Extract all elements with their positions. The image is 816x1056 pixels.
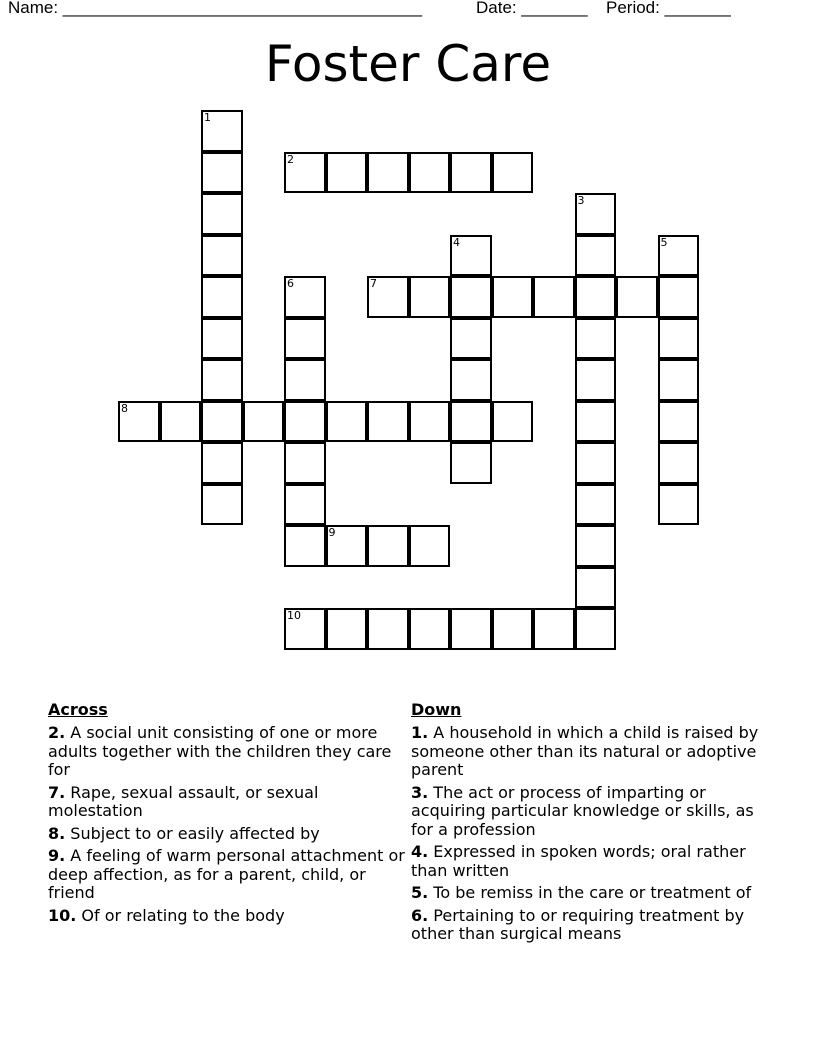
clue-number: 10 — [287, 609, 301, 622]
grid-cell[interactable] — [658, 484, 700, 526]
clue-number: 5 — [660, 235, 668, 249]
grid-cell[interactable] — [367, 608, 409, 650]
grid-cell[interactable] — [201, 442, 243, 484]
grid-cell[interactable] — [575, 318, 617, 360]
grid-cell[interactable] — [450, 276, 492, 318]
clue-number-label: 6. — [411, 905, 429, 925]
period-field[interactable]: Period: _______ — [606, 0, 731, 17]
down-clue — [411, 784, 771, 840]
clue-text: To be remiss in the care or treatment of — [428, 883, 752, 902]
grid-cell[interactable] — [284, 276, 326, 318]
grid-cell[interactable] — [575, 235, 617, 277]
clue-text: Expressed in spoken words; oral rather than written — [411, 842, 746, 880]
page-title: Foster Care — [264, 35, 552, 93]
clue-number: 6 — [287, 277, 294, 290]
down-clue — [411, 907, 771, 944]
grid-cell[interactable] — [201, 401, 243, 443]
grid-cell[interactable] — [450, 401, 492, 443]
grid-cell[interactable] — [575, 359, 617, 401]
grid-cell[interactable] — [575, 484, 617, 526]
grid-cell[interactable] — [409, 608, 451, 650]
grid-cell[interactable] — [409, 525, 451, 567]
clue-number: 9 — [328, 526, 336, 539]
clue-number-label: 8. — [48, 823, 66, 843]
across-clue — [48, 847, 408, 903]
grid-cell[interactable] — [201, 152, 243, 194]
grid-cell[interactable] — [201, 110, 243, 152]
grid-cell[interactable] — [201, 318, 243, 360]
clue-number: 7 — [370, 277, 377, 290]
clue-number-label: 1. — [411, 723, 429, 742]
grid-cell[interactable] — [284, 608, 326, 650]
grid-cell[interactable] — [616, 276, 658, 318]
grid-cell[interactable] — [658, 401, 700, 443]
down-clue — [411, 884, 771, 903]
across-heading: Across — [48, 700, 108, 719]
grid-cell[interactable] — [367, 401, 409, 443]
clue-text: Of or relating to the body — [76, 905, 285, 925]
grid-cell[interactable] — [367, 525, 409, 567]
grid-cell[interactable] — [450, 235, 492, 277]
grid-cell[interactable] — [367, 276, 409, 318]
clue-number-label: 4. — [411, 842, 429, 861]
down-clues — [411, 700, 771, 948]
grid-cell[interactable] — [326, 525, 368, 567]
clue-number-label: 2. — [48, 723, 66, 742]
clue-number: 4 — [453, 235, 460, 249]
across-clue — [48, 825, 408, 844]
grid-cell[interactable] — [284, 359, 326, 401]
grid-cell[interactable] — [575, 608, 617, 650]
grid-cell[interactable] — [575, 567, 617, 609]
grid-cell[interactable] — [450, 608, 492, 650]
date-field[interactable]: Date: _______ — [476, 0, 588, 17]
grid-cell[interactable] — [409, 276, 451, 318]
grid-cell[interactable] — [575, 276, 617, 318]
clue-text: The act or process of imparting or acquiring particular knowledge or skills, as for a profession — [411, 782, 754, 839]
down-clue — [411, 724, 771, 780]
grid-cell[interactable] — [409, 152, 451, 194]
grid-cell[interactable] — [575, 442, 617, 484]
clue-number: 1 — [204, 111, 211, 124]
grid-cell[interactable] — [284, 318, 326, 360]
grid-cell[interactable] — [450, 442, 492, 484]
grid-cell[interactable] — [575, 525, 617, 567]
grid-cell[interactable] — [284, 525, 326, 567]
clue-text: A feeling of warm personal attachment or deep affection, as for a parent, child, or friend — [48, 846, 405, 902]
clue-number-label: 3. — [411, 782, 429, 802]
grid-cell[interactable] — [243, 401, 285, 443]
grid-cell[interactable] — [575, 401, 617, 443]
grid-cell[interactable] — [201, 484, 243, 526]
grid-cell[interactable] — [284, 442, 326, 484]
clue-number: 2 — [287, 152, 294, 166]
clue-number-label: 7. — [48, 782, 66, 802]
down-clue-list — [411, 724, 771, 944]
grid-cell[interactable] — [409, 401, 451, 443]
grid-cell[interactable] — [201, 276, 243, 318]
down-clue — [411, 843, 771, 880]
grid-cell[interactable] — [533, 276, 575, 318]
clue-number: 8 — [121, 401, 128, 415]
grid-cell[interactable] — [284, 484, 326, 526]
clue-text: Pertaining to or requiring treatment by other than surgical means — [411, 905, 745, 943]
grid-cell[interactable] — [284, 401, 326, 443]
grid-cell[interactable] — [492, 152, 534, 194]
down-heading: Down — [411, 700, 462, 719]
grid-cell[interactable] — [201, 193, 243, 235]
grid-cell[interactable] — [326, 401, 368, 443]
grid-cell[interactable] — [450, 318, 492, 360]
grid-cell[interactable] — [326, 152, 368, 194]
grid-cell[interactable] — [450, 152, 492, 194]
grid-cell[interactable] — [658, 235, 700, 277]
grid-cell[interactable] — [658, 442, 700, 484]
grid-cell[interactable] — [326, 608, 368, 650]
across-clues — [48, 700, 408, 929]
grid-cell[interactable] — [658, 276, 700, 318]
grid-cell[interactable] — [658, 359, 700, 401]
grid-cell[interactable] — [201, 359, 243, 401]
clue-number-label: 10. — [48, 905, 77, 925]
clue-text: Rape, sexual assault, or sexual molestation — [48, 782, 319, 820]
grid-cell[interactable] — [450, 359, 492, 401]
clue-number-label: 9. — [48, 846, 66, 865]
grid-cell[interactable] — [575, 193, 617, 235]
grid-cell[interactable] — [160, 401, 202, 443]
grid-cell[interactable] — [118, 401, 160, 443]
grid-cell[interactable] — [492, 276, 534, 318]
across-clue — [48, 784, 408, 821]
clue-text: Subject to or easily affected by — [65, 823, 320, 843]
across-clue — [48, 907, 408, 926]
grid-cell[interactable] — [533, 608, 575, 650]
clue-text: A social unit consisting of one or more adults together with the children they care for — [48, 723, 392, 779]
grid-cell[interactable] — [367, 152, 409, 194]
clue-number-label: 5. — [411, 883, 429, 902]
grid-cell[interactable] — [492, 608, 534, 650]
grid-cell[interactable] — [284, 152, 326, 194]
grid-cell[interactable] — [201, 235, 243, 277]
name-field[interactable]: Name: ______________________________________ — [8, 0, 423, 17]
grid-cell[interactable] — [658, 318, 700, 360]
grid-cell[interactable] — [492, 401, 534, 443]
across-clue — [48, 724, 408, 780]
clue-text: A household in which a child is raised by someone other than its natural or adoptive parent — [411, 723, 759, 779]
clue-number: 3 — [577, 194, 585, 207]
across-clue-list — [48, 724, 408, 925]
